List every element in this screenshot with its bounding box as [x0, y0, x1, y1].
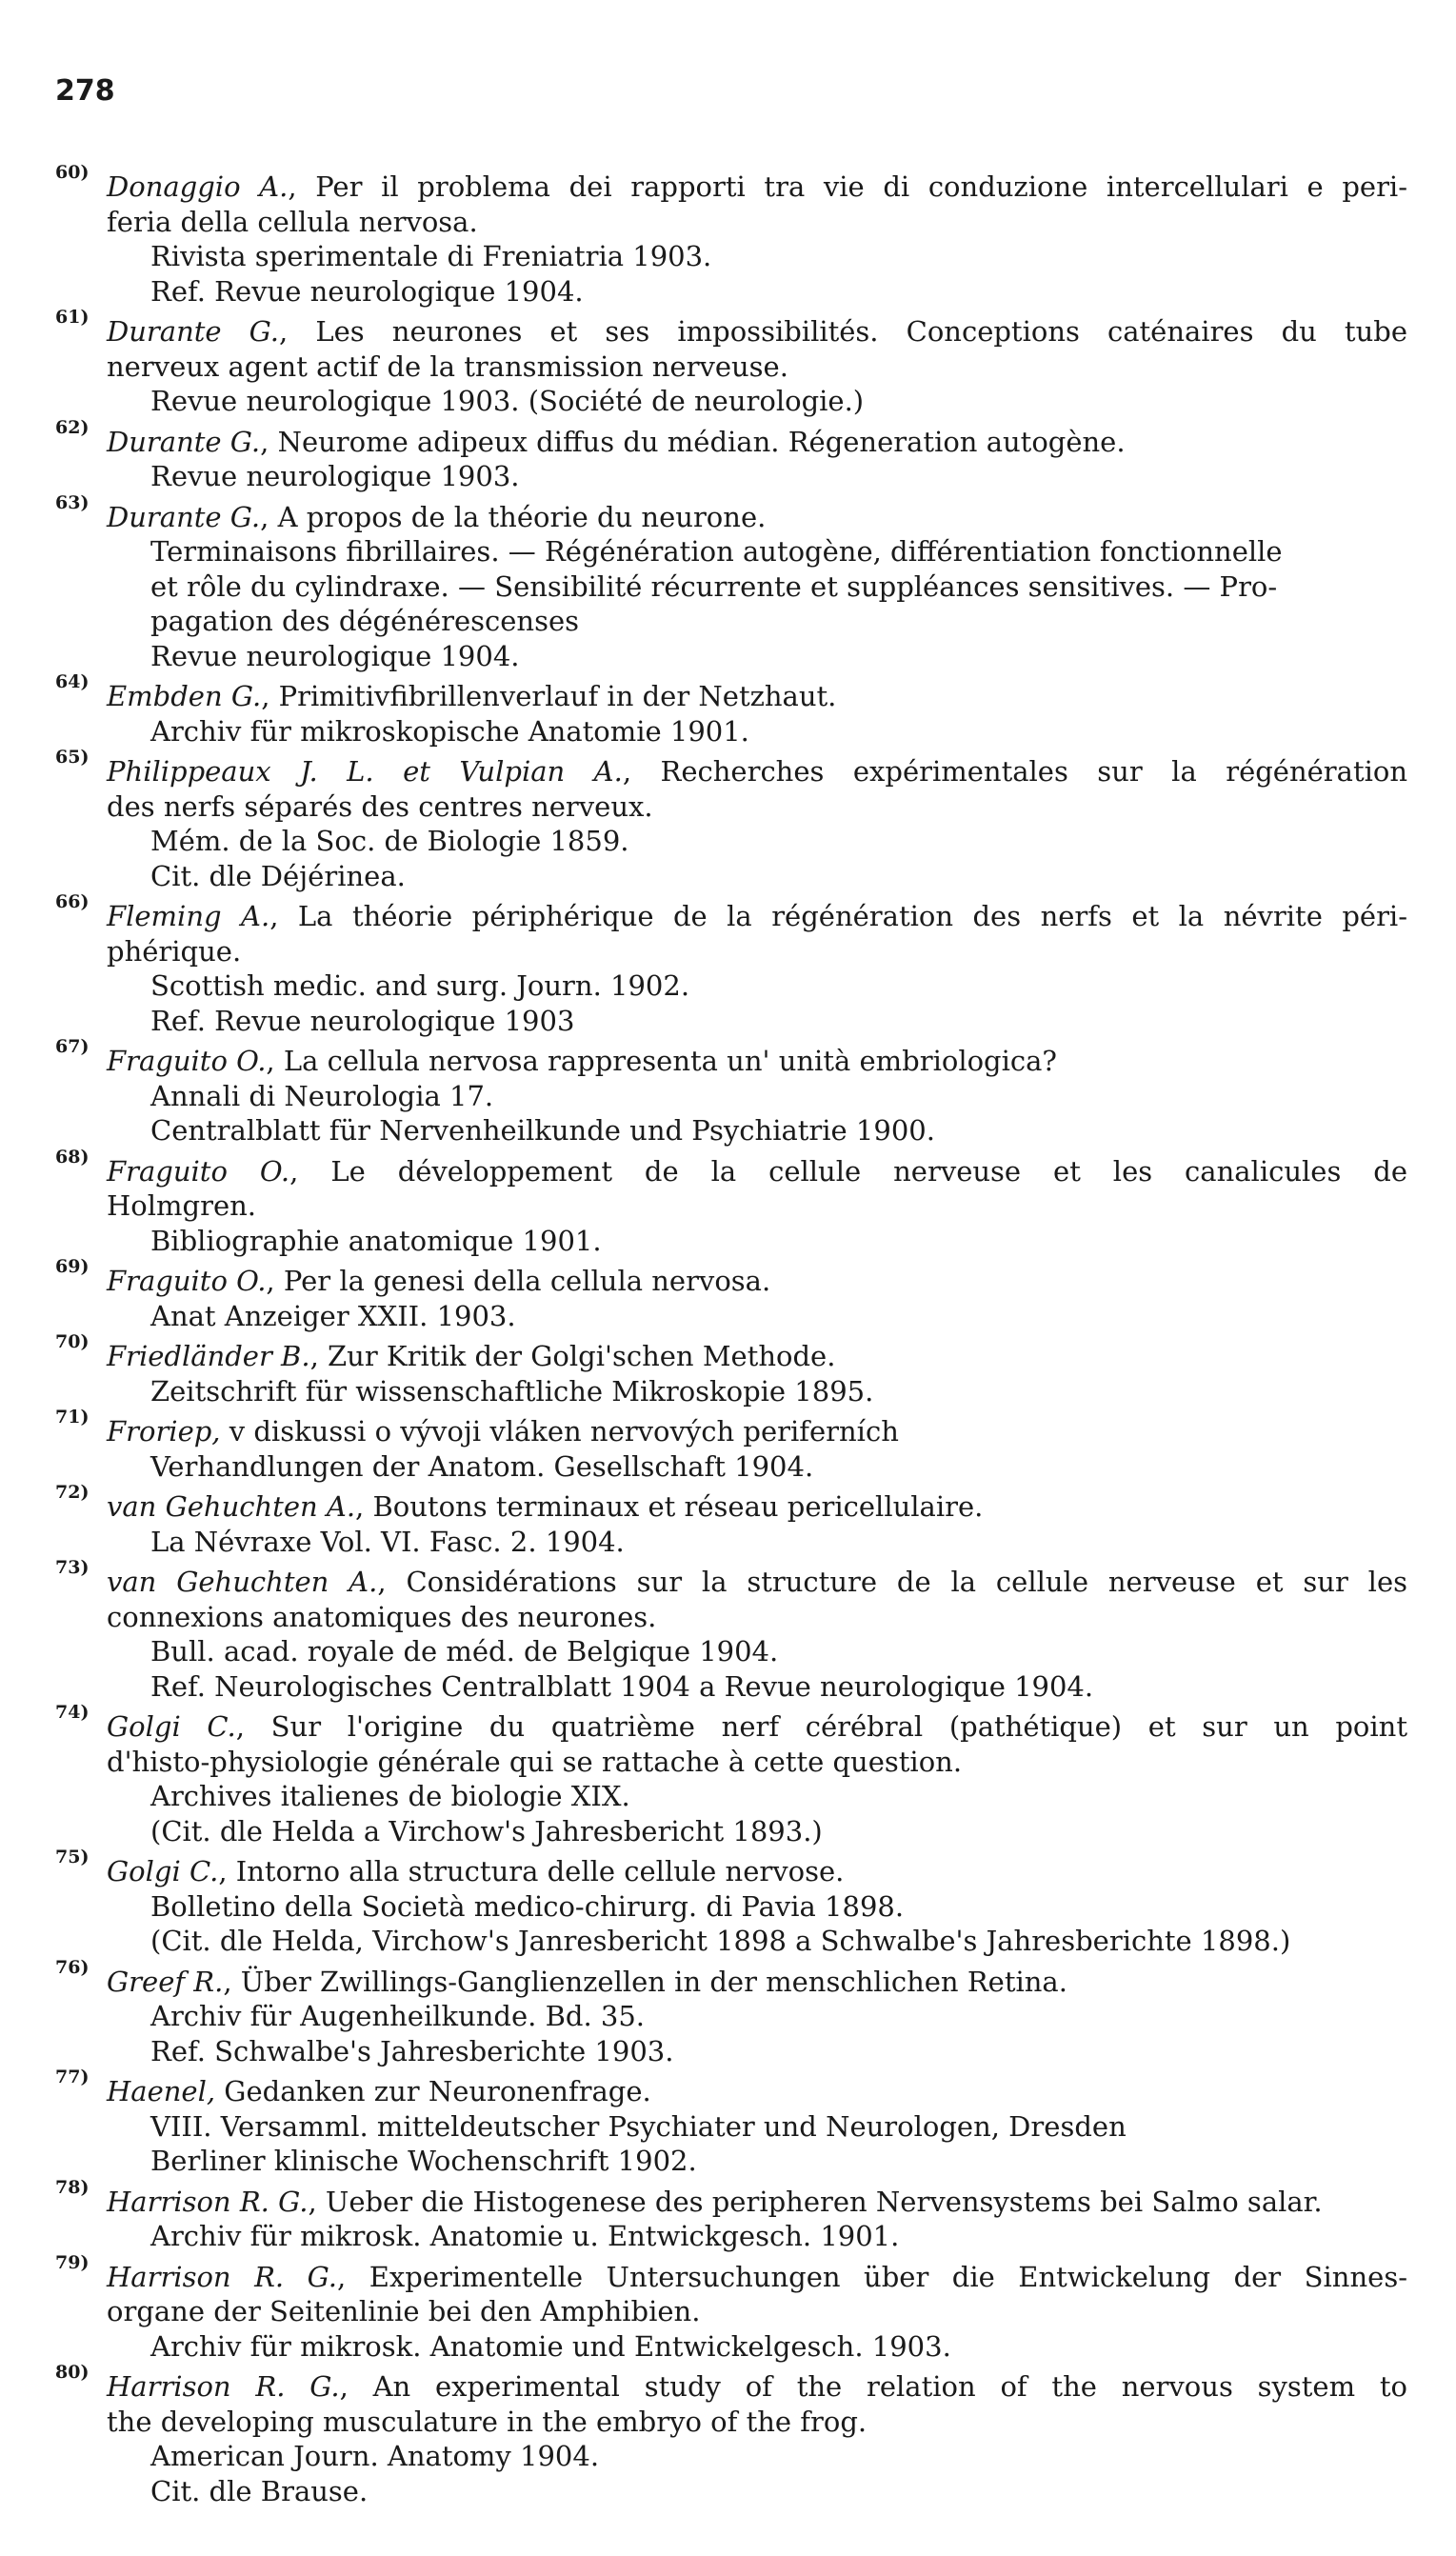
- reference-entry: [55, 1702, 1407, 1848]
- reference-source: Zeitschrift für wissenschaftliche Mikroskopie 1895.: [150, 1374, 874, 1408]
- reference-first-line: Greef R., Über Zwillings-Ganglienzellen in der menschlichen Retina.: [107, 1965, 1067, 1998]
- reference-author: Harrison R. G.: [107, 2260, 338, 2293]
- reference-source: Cit. dle Déjérinea.: [150, 859, 406, 892]
- reference-author: Golgi C.: [107, 1710, 236, 1743]
- reference-number: 77): [55, 2067, 90, 2087]
- reference-title: La cellula nervosa rappresenta un' unità embriologica?: [283, 1045, 1057, 1077]
- reference-source: Bibliographie anatomique 1901.: [150, 1224, 602, 1257]
- reference-source: Archiv für Augenheilkunde. Bd. 35.: [150, 2000, 646, 2032]
- reference-number: 75): [55, 1847, 90, 1867]
- reference-title: Considérations sur la structure de la cellule nerveuse et sur les: [406, 1566, 1408, 1598]
- reference-source: Bull. acad. royale de méd. de Belgique 1904.: [150, 1635, 779, 1667]
- reference-source: Verhandlungen der Anatom. Gesellschaft 1904.: [150, 1449, 814, 1483]
- reference-title-continuation: des nerfs séparés des centres nerveux.: [107, 789, 653, 823]
- reference-author: Durante G.: [107, 425, 261, 458]
- reference-author: Philippeaux J. L. et Vulpian A.: [107, 755, 623, 788]
- reference-source: Ref. Schwalbe's Jahresberichte 1903.: [150, 2034, 674, 2067]
- reference-first-line: Harrison R. G., Ueber die Histogenese des peripheren Nervensystems bei Salmo salar.: [107, 2185, 1323, 2218]
- reference-author: Donaggio A.: [107, 170, 289, 203]
- reference-number: 65): [55, 747, 90, 768]
- reference-source: La Névraxe Vol. VI. Fasc. 2. 1904.: [150, 1525, 625, 1558]
- reference-source: Centralblatt für Nervenheilkunde und Psychiatrie 1900.: [150, 1114, 935, 1147]
- reference-number: 63): [55, 491, 90, 513]
- reference-title: Gedanken zur Neuronenfrage.: [224, 2075, 651, 2107]
- reference-first-line: Harrison R. G., An experimental study of the relation of the nervous system to: [107, 2370, 1407, 2403]
- reference-source: Terminaisons fibrillaires. — Régénération autogène, différentiation fonctionnelle: [150, 535, 1283, 568]
- reference-author: Fraguito O.: [107, 1265, 267, 1297]
- reference-author: Greef R.: [107, 1965, 224, 1998]
- reference-number: 80): [55, 2362, 90, 2383]
- reference-first-line: Fraguito O., La cellula nervosa rappresenta un' unità embriologica?: [107, 1045, 1057, 1077]
- reference-first-line: Durante G., A propos de la théorie du neurone.: [107, 500, 767, 533]
- reference-title-continuation: Holmgren.: [107, 1189, 257, 1222]
- reference-number: 71): [55, 1407, 90, 1428]
- reference-entry: [55, 2176, 1407, 2254]
- reference-title: Les neurones et ses impossibilités. Conceptions caténaires du tube: [315, 315, 1407, 348]
- reference-source: Ref. Revue neurologique 1903: [150, 1004, 575, 1037]
- reference-source: American Journ. Anatomy 1904.: [150, 2440, 600, 2472]
- reference-title: Boutons terminaux et réseau pericellulaire.: [372, 1490, 984, 1523]
- reference-author: Haenel,: [107, 2075, 216, 2107]
- reference-first-line: Embden G., Primitivfibrillenverlauf in der Netzhaut.: [107, 680, 837, 712]
- reference-entry: [55, 1956, 1407, 2069]
- reference-author: Durante G.: [107, 315, 280, 348]
- reference-number: 60): [55, 162, 90, 183]
- reference-source: Archives italienes de biologie XIX.: [150, 1780, 630, 1812]
- reference-source: et rôle du cylindraxe. — Sensibilité récurrente et suppléances sensitives. — Pro-: [150, 569, 1278, 603]
- reference-source: pagation des dégénérescenses: [150, 605, 580, 637]
- reference-entry: [55, 1482, 1407, 1559]
- reference-title: La théorie périphérique de la régénération des nerfs et la névrite péri-: [297, 900, 1408, 932]
- reference-entry: [55, 1331, 1407, 1408]
- reference-title: v diskussi o vývoji vláken nervových periferních: [229, 1415, 899, 1448]
- reference-source: Annali di Neurologia 17.: [150, 1079, 494, 1112]
- reference-first-line: Fraguito O., Per la genesi della cellula nervosa.: [107, 1265, 771, 1297]
- reference-first-line: Durante G., Neurome adipeux diffus du médian. Régeneration autogène.: [107, 425, 1126, 458]
- reference-source: Archiv für mikrosk. Anatomie u. Entwickgesch. 1901.: [150, 2220, 900, 2252]
- reference-author: Embden G.: [107, 680, 262, 712]
- reference-entry: [55, 162, 1408, 309]
- reference-title: Ueber die Histogenese des peripheren Nervensystems bei Salmo salar.: [325, 2185, 1323, 2218]
- reference-number: 70): [55, 1331, 90, 1352]
- reference-source: Archiv für mikrosk. Anatomie und Entwickelgesch. 1903.: [150, 2329, 951, 2363]
- reference-number: 73): [55, 1557, 90, 1578]
- reference-first-line: van Gehuchten A., Boutons terminaux et réseau pericellulaire.: [107, 1490, 984, 1523]
- reference-number: 62): [55, 416, 90, 438]
- reference-title-continuation: nerveux agent actif de la transmission nerveuse.: [107, 349, 788, 383]
- reference-list: [55, 162, 1408, 2514]
- reference-first-line: Golgi C., Sur l'origine du quatrième nerf cérébral (pathétique) et sur un point: [107, 1710, 1407, 1743]
- reference-title: Sur l'origine du quatrième nerf cérébral (pathétique) et sur un point: [270, 1710, 1407, 1743]
- reference-author: Fleming A.: [107, 900, 270, 932]
- reference-title-continuation: organe der Seitenlinie bei den Amphibien.: [107, 2295, 701, 2327]
- reference-entry: [55, 747, 1408, 893]
- reference-title-continuation: the developing musculature in the embryo of the frog.: [107, 2405, 868, 2438]
- reference-author: van Gehuchten A.: [107, 1490, 356, 1523]
- reference-number: 74): [55, 1702, 90, 1723]
- reference-source: Anat Anzeiger XXII. 1903.: [150, 1299, 516, 1332]
- reference-entry: [55, 1407, 1407, 1484]
- reference-author: Golgi C.: [107, 1855, 219, 1887]
- reference-entry: [55, 891, 1408, 1038]
- reference-title: Intorno alla structura delle cellule nervose.: [235, 1855, 845, 1887]
- reference-title-continuation: phérique.: [107, 934, 242, 968]
- reference-number: 61): [55, 307, 90, 328]
- reference-title: Experimentelle Untersuchungen über die Entwickelung der Sinnes-: [369, 2260, 1408, 2293]
- reference-source: Revue neurologique 1903. (Société de neurologie.): [150, 385, 865, 417]
- reference-source: Rivista sperimentale di Freniatria 1903.: [150, 240, 712, 272]
- reference-title: A propos de la théorie du neurone.: [277, 500, 767, 533]
- reference-entry: [55, 491, 1407, 674]
- reference-source: VIII. Versamml. mitteldeutscher Psychiater und Neurologen, Dresden: [150, 2109, 1127, 2143]
- reference-number: 76): [55, 1956, 90, 1978]
- reference-first-line: Donaggio A., Per il problema dei rapporti tra vie di conduzione intercellulari e peri-: [107, 170, 1408, 203]
- reference-title: An experimental study of the relation of the nervous system to: [372, 2370, 1407, 2403]
- reference-source: Berliner klinische Wochenschrift 1902.: [150, 2145, 697, 2177]
- reference-source: Mém. de la Soc. de Biologie 1859.: [150, 825, 629, 857]
- reference-entry: [55, 2362, 1407, 2508]
- reference-number: 79): [55, 2251, 90, 2273]
- reference-entry: [55, 671, 1407, 749]
- reference-author: Froriep,: [107, 1415, 221, 1448]
- reference-number: 69): [55, 1256, 90, 1277]
- reference-number: 66): [55, 891, 90, 912]
- reference-entry: [55, 1256, 1407, 1333]
- reference-author: Fraguito O.: [107, 1154, 290, 1188]
- reference-entry: [55, 2251, 1408, 2365]
- reference-title-continuation: connexions anatomiques des neurones.: [107, 1600, 657, 1633]
- reference-title-continuation: feria della cellula nervosa.: [107, 205, 478, 238]
- page-number: 278: [55, 74, 115, 108]
- reference-author: van Gehuchten A.: [107, 1566, 378, 1598]
- reference-entry: [55, 307, 1407, 419]
- reference-title: Zur Kritik der Golgi'schen Methode.: [328, 1340, 836, 1372]
- reference-number: 64): [55, 671, 90, 692]
- reference-source: Archiv für mikroskopische Anatomie 1901.: [150, 714, 749, 748]
- reference-first-line: Friedländer B., Zur Kritik der Golgi'schen Methode.: [107, 1340, 836, 1372]
- reference-title-continuation: d'histo-physiologie générale qui se rattache à cette question.: [107, 1745, 963, 1778]
- reference-first-line: Fleming A., La théorie périphérique de la régénération des nerfs et la névrite péri-: [107, 900, 1408, 932]
- reference-first-line: van Gehuchten A., Considérations sur la structure de la cellule nerveuse et sur les: [107, 1566, 1408, 1598]
- reference-entry: [55, 1036, 1407, 1148]
- reference-first-line: Durante G., Les neurones et ses impossibilités. Conceptions caténaires du tube: [107, 315, 1407, 348]
- reference-first-line: Harrison R. G., Experimentelle Untersuchungen über die Entwickelung der Sinnes-: [107, 2260, 1408, 2293]
- reference-title: Le développement de la cellule nerveuse et les canalicules de: [330, 1154, 1408, 1188]
- reference-first-line: Golgi C., Intorno alla structura delle cellule nervose.: [107, 1855, 845, 1887]
- reference-source: Revue neurologique 1903.: [150, 460, 520, 492]
- reference-title: Über Zwillings-Ganglienzellen in der menschlichen Retina.: [240, 1965, 1067, 1998]
- reference-source: Scottish medic. and surg. Journ. 1902.: [150, 969, 690, 1002]
- reference-source: Ref. Revue neurologique 1904.: [150, 274, 584, 308]
- reference-source: Bolletino della Società medico-chirurg. di Pavia 1898.: [150, 1889, 905, 1923]
- reference-first-line: [107, 2074, 1407, 2109]
- reference-author: Fraguito O.: [107, 1045, 267, 1077]
- reference-title: Recherches expérimentales sur la régénération: [660, 755, 1408, 788]
- reference-entry: [55, 1557, 1408, 1704]
- reference-source: Cit. dle Brause.: [150, 2474, 369, 2507]
- reference-author: Durante G.: [107, 500, 261, 533]
- reference-entry: [55, 416, 1407, 494]
- reference-source: (Cit. dle Helda, Virchow's Janresbericht 1898 a Schwalbe's Jahresberichte 1898.): [150, 1925, 1291, 1957]
- reference-number: 68): [55, 1146, 90, 1168]
- reference-number: 67): [55, 1036, 90, 1057]
- reference-source: Revue neurologique 1904.: [150, 639, 520, 672]
- reference-number: 72): [55, 1482, 90, 1503]
- reference-first-line: Fraguito O., Le développement de la cellule nerveuse et les canalicules de: [107, 1154, 1408, 1188]
- reference-entry: [55, 2067, 1407, 2179]
- reference-title: Per la genesi della cellula nervosa.: [283, 1265, 771, 1297]
- reference-title: Neurome adipeux diffus du médian. Régeneration autogène.: [277, 425, 1126, 458]
- reference-author: Harrison R. G.: [107, 2370, 340, 2403]
- reference-source: Ref. Neurologisches Centralblatt 1904 a Revue neurologique 1904.: [150, 1669, 1094, 1703]
- reference-number: 78): [55, 2176, 90, 2198]
- reference-title: Primitivfibrillenverlauf in der Netzhaut.: [278, 680, 837, 712]
- reference-author: Harrison R. G.: [107, 2185, 309, 2218]
- reference-entry: [55, 1146, 1408, 1259]
- reference-first-line: [107, 1414, 1407, 1449]
- reference-first-line: Philippeaux J. L. et Vulpian A., Recherches expérimentales sur la régénération: [107, 755, 1408, 788]
- reference-author: Friedländer B.: [107, 1340, 310, 1372]
- reference-title: Per il problema dei rapporti tra vie di conduzione intercellulari e peri-: [315, 170, 1408, 203]
- reference-source: (Cit. dle Helda a Virchow's Jahresbericht 1893.): [150, 1814, 823, 1847]
- reference-entry: [55, 1847, 1407, 1959]
